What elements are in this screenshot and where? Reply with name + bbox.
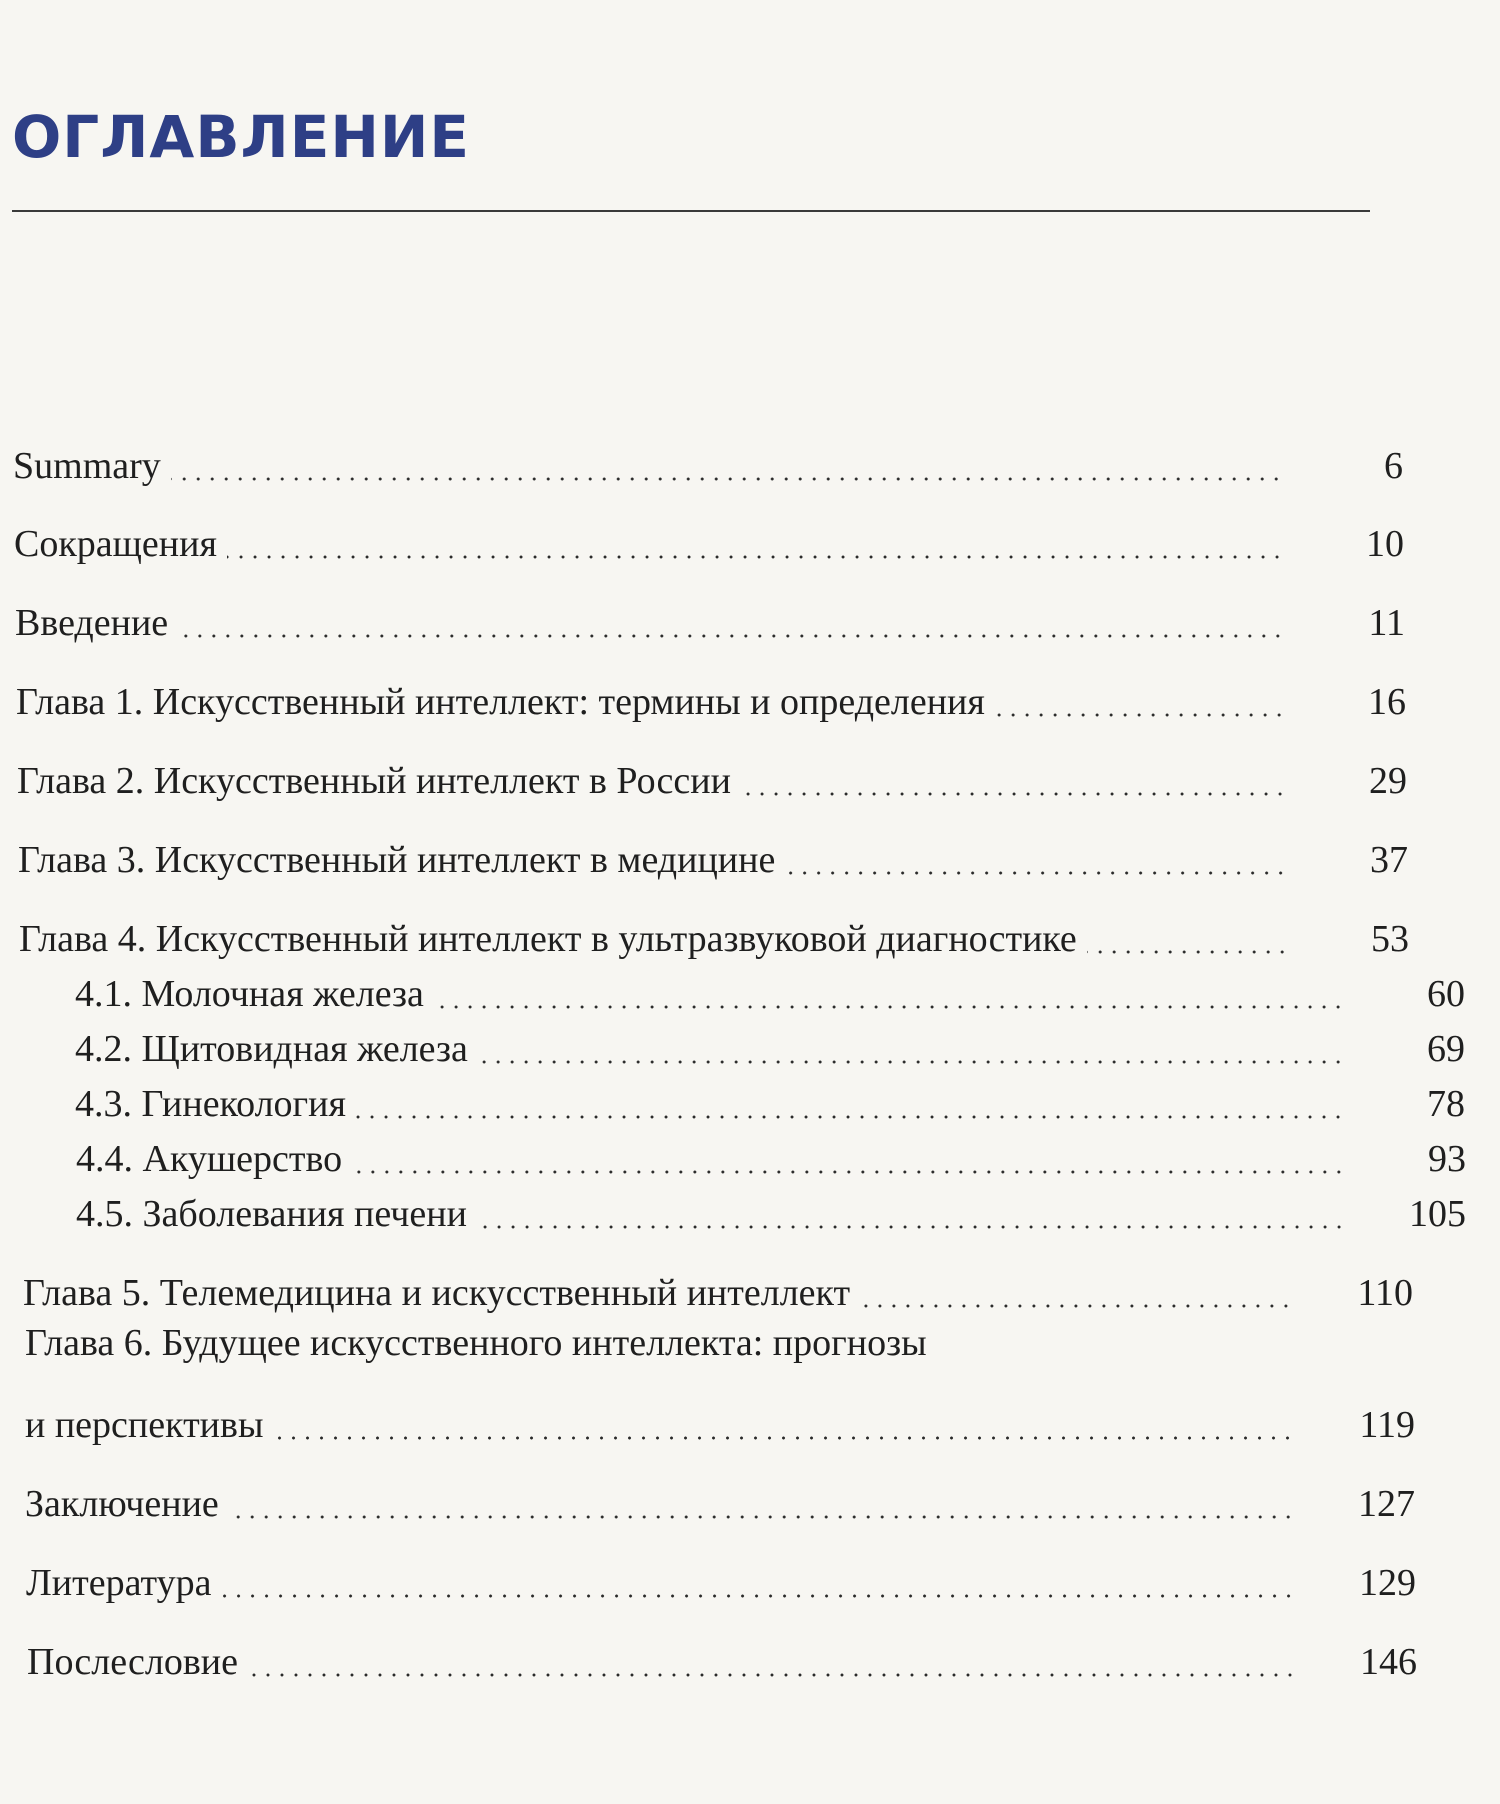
toc-entry-summary[interactable] xyxy=(0,435,1403,485)
toc-entry-page: 29 xyxy=(1369,760,1407,802)
toc-entry-section-4-2[interactable] xyxy=(0,1018,1465,1068)
toc-entry-chapter-2[interactable] xyxy=(0,750,1407,800)
toc-entry-page: 69 xyxy=(1427,1028,1465,1070)
toc-entry-title: Summary xyxy=(13,445,161,487)
toc-entry-title: 4.2. Щитовидная железа xyxy=(75,1028,468,1070)
toc-entry-title: 4.5. Заболевания печени xyxy=(76,1193,467,1235)
toc-entry-page: 6 xyxy=(1384,445,1403,487)
dot-leader xyxy=(741,792,1287,796)
toc-entry-page: 78 xyxy=(1427,1083,1465,1125)
toc-entry-page: 105 xyxy=(1409,1193,1466,1235)
page-title: ОГЛАВЛЕНИЕ xyxy=(12,103,471,171)
toc-entry-section-4-1[interactable] xyxy=(0,963,1465,1013)
toc-entry-title: 4.4. Акушерство xyxy=(76,1138,343,1180)
dot-leader xyxy=(785,871,1288,875)
toc-entry-title: Послесловие xyxy=(27,1641,239,1683)
toc-entry-page: 60 xyxy=(1427,973,1465,1015)
toc-entry-title: Глава 5. Телемедицина и искусственный интеллект xyxy=(23,1272,851,1314)
dot-leader xyxy=(477,1225,1346,1229)
toc-entry-page: 146 xyxy=(1360,1641,1417,1683)
toc-entry-chapter-4[interactable] xyxy=(0,908,1409,958)
toc-entry-title: Глава 1. Искусственный интеллект: термины и определения xyxy=(16,681,985,723)
toc-entry-title: 4.1. Молочная железа xyxy=(75,973,424,1015)
dot-leader xyxy=(478,1060,1345,1064)
toc-entry-literature[interactable] xyxy=(0,1552,1416,1602)
dot-leader xyxy=(352,1170,1346,1174)
dot-leader xyxy=(248,1673,1297,1677)
dot-leader xyxy=(221,1594,1296,1598)
dot-leader xyxy=(171,477,1283,481)
toc-entry-chapter-3[interactable] xyxy=(0,829,1408,879)
toc-entry-conclusion[interactable] xyxy=(0,1473,1415,1523)
toc-entry-title: 4.3. Гинекология xyxy=(75,1083,346,1125)
dot-leader xyxy=(995,713,1286,717)
dot-leader xyxy=(229,1515,1295,1519)
toc-entry-page: 37 xyxy=(1370,839,1408,881)
toc-entry-title: Глава 3. Искусственный интеллект в медицине xyxy=(18,839,776,881)
toc-entry-abbreviations[interactable] xyxy=(0,513,1404,563)
toc-entry-page: 93 xyxy=(1428,1138,1466,1180)
toc-entry-chapter-1[interactable] xyxy=(0,671,1406,721)
dot-leader xyxy=(227,555,1284,559)
toc-entry-page: 119 xyxy=(1359,1404,1415,1446)
toc-entry-afterword[interactable] xyxy=(0,1631,1417,1681)
dot-leader xyxy=(434,1005,1345,1009)
toc-entry-title: Сокращения xyxy=(14,523,217,565)
toc-entry-page: 110 xyxy=(1357,1272,1413,1314)
toc-entry-title: Глава 4. Искусственный интеллект в ультразвуковой диагностике xyxy=(19,918,1077,960)
toc-entry-title: Введение xyxy=(15,602,169,644)
toc-entry-page: 11 xyxy=(1368,602,1405,644)
dot-leader xyxy=(356,1115,1345,1119)
toc-entry-section-4-4[interactable] xyxy=(0,1128,1466,1178)
dot-leader xyxy=(178,634,1285,638)
toc-entry-section-4-5[interactable] xyxy=(0,1183,1466,1233)
toc-entry-page: 53 xyxy=(1371,918,1409,960)
toc-entry-section-4-3[interactable] xyxy=(0,1073,1465,1123)
dot-leader xyxy=(1087,950,1289,954)
toc-entry-introduction[interactable] xyxy=(0,592,1405,642)
toc-entry-chapter-6-line-1: Глава 6. Будущее искусственного интеллекта: прогнозы xyxy=(25,1322,927,1364)
toc-entry-title: Глава 2. Искусственный интеллект в России xyxy=(17,760,731,802)
dot-leader xyxy=(273,1436,1295,1440)
toc-entry-title: и перспективы xyxy=(25,1404,264,1446)
dot-leader xyxy=(860,1304,1293,1308)
toc-entry-chapter-5[interactable] xyxy=(0,1262,1413,1312)
toc-entry-page: 129 xyxy=(1359,1562,1416,1604)
toc-entry-page: 10 xyxy=(1366,523,1404,565)
toc-entry-title: Литература xyxy=(26,1562,212,1604)
toc-entry-chapter-6[interactable] xyxy=(0,1394,1415,1444)
toc-entry-title: Заключение xyxy=(25,1483,219,1525)
toc-entry-page: 16 xyxy=(1368,681,1406,723)
toc-entry-page: 127 xyxy=(1358,1483,1415,1525)
